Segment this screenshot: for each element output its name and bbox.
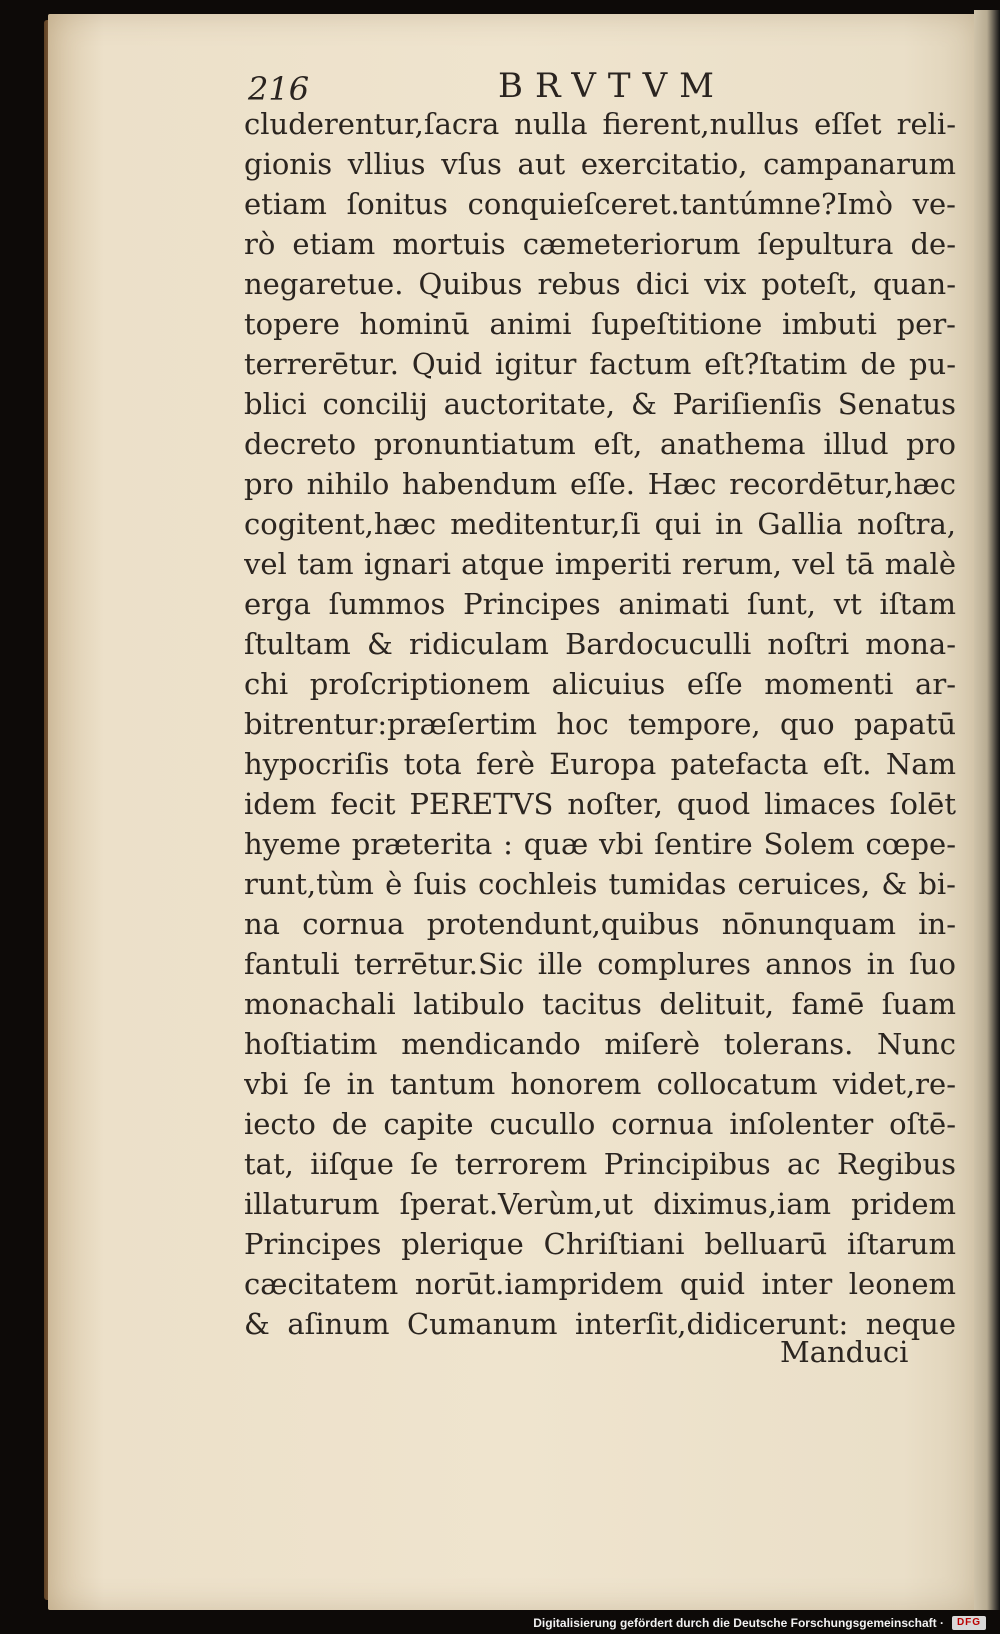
funding-credit: Digitalisierung gefördert durch die Deutsche Forschungsgemeinschaft · <box>533 1616 944 1630</box>
text-line: decreto pronuntiatum eſt, anathema illud pro <box>244 427 956 461</box>
text-line: chi proſcriptionem alicuius eſſe momenti ar- <box>244 667 956 701</box>
text-line: pro nihilo habendum eſſe. Hæc recordētur,hæc <box>244 467 956 501</box>
text-line: vbi ſe in tantum honorem collocatum videt,re- <box>244 1067 956 1101</box>
text-line: monachali latibulo tacitus delituit, famē ſuam <box>244 987 956 1021</box>
text-line: hyeme præterita : quæ vbi ſentire Solem cœpe- <box>244 827 956 861</box>
text-line: erga ſummos Principes animati ſunt, vt iſtam <box>244 587 956 621</box>
text-line: negaretue. Quibus rebus dici vix poteſt, quan- <box>244 267 956 301</box>
text-line: bitrentur:præſertim hoc tempore, quo papatū <box>244 707 956 741</box>
text-line: cluderentur,ſacra nulla fierent,nullus eſſet reli- <box>244 107 956 141</box>
digitization-footer <box>0 1610 1000 1634</box>
running-title: BRVTVM <box>498 66 726 106</box>
text-line: runt,tùm è ſuis cochleis tumidas ceruices, & bi- <box>244 867 956 901</box>
text-line: terrerētur. Quid igitur factum eſt?ſtatim de pu- <box>244 347 956 381</box>
text-line: & aſinum Cumanum interſit,didicerunt: neque <box>244 1307 956 1341</box>
text-line: gionis vllius vſus aut exercitatio, campanarum <box>244 147 956 181</box>
text-line: hoſtiatim mendicando miſerè tolerans. Nunc <box>244 1027 956 1061</box>
text-line: illaturum ſperat.Verùm,ut diximus,iam pridem <box>244 1187 956 1221</box>
text-line: cæcitatem norūt.iampridem quid inter leonem <box>244 1267 956 1301</box>
text-line: vel tam ignari atque imperiti rerum, vel tā malè <box>244 547 956 581</box>
text-line: iecto de capite cucullo cornua inſolenter oſtē- <box>244 1107 956 1141</box>
text-line: rò etiam mortuis cæmeteriorum ſepultura de- <box>244 227 956 261</box>
text-line: na cornua protendunt,quibus nōnunquam in- <box>244 907 956 941</box>
page-number: 216 <box>248 70 310 108</box>
catchword: Manduci <box>780 1335 909 1369</box>
text-line: topere hominū animi ſupeſtitione imbuti per- <box>244 307 956 341</box>
text-line: hypocriſis tota ferè Europa patefacta eſt. Nam <box>244 747 956 781</box>
text-line: ſtultam & ridiculam Bardocuculli noſtri mona- <box>244 627 956 661</box>
body-text <box>244 104 956 1344</box>
text-line: tat, iiſque ſe terrorem Principibus ac Regibus <box>244 1147 956 1181</box>
dfg-logo: DFG <box>952 1616 986 1630</box>
text-line: idem fecit PERETVS noſter, quod limaces ſolēt <box>244 787 956 821</box>
text-line: blici concilij auctoritate, & Pariſienſis Senatus <box>244 387 956 421</box>
text-line: cogitent,hæc meditentur,ſi qui in Gallia noſtra, <box>244 507 956 541</box>
text-line: Principes plerique Chriſtiani belluarū iſtarum <box>244 1227 956 1261</box>
text-line: fantuli terrētur.Sic ille complures annos in ſuo <box>244 947 956 981</box>
page-right-edge <box>974 10 1000 1616</box>
text-line: etiam ſonitus conquieſceret.tantúmne?Imò ve- <box>244 187 956 221</box>
